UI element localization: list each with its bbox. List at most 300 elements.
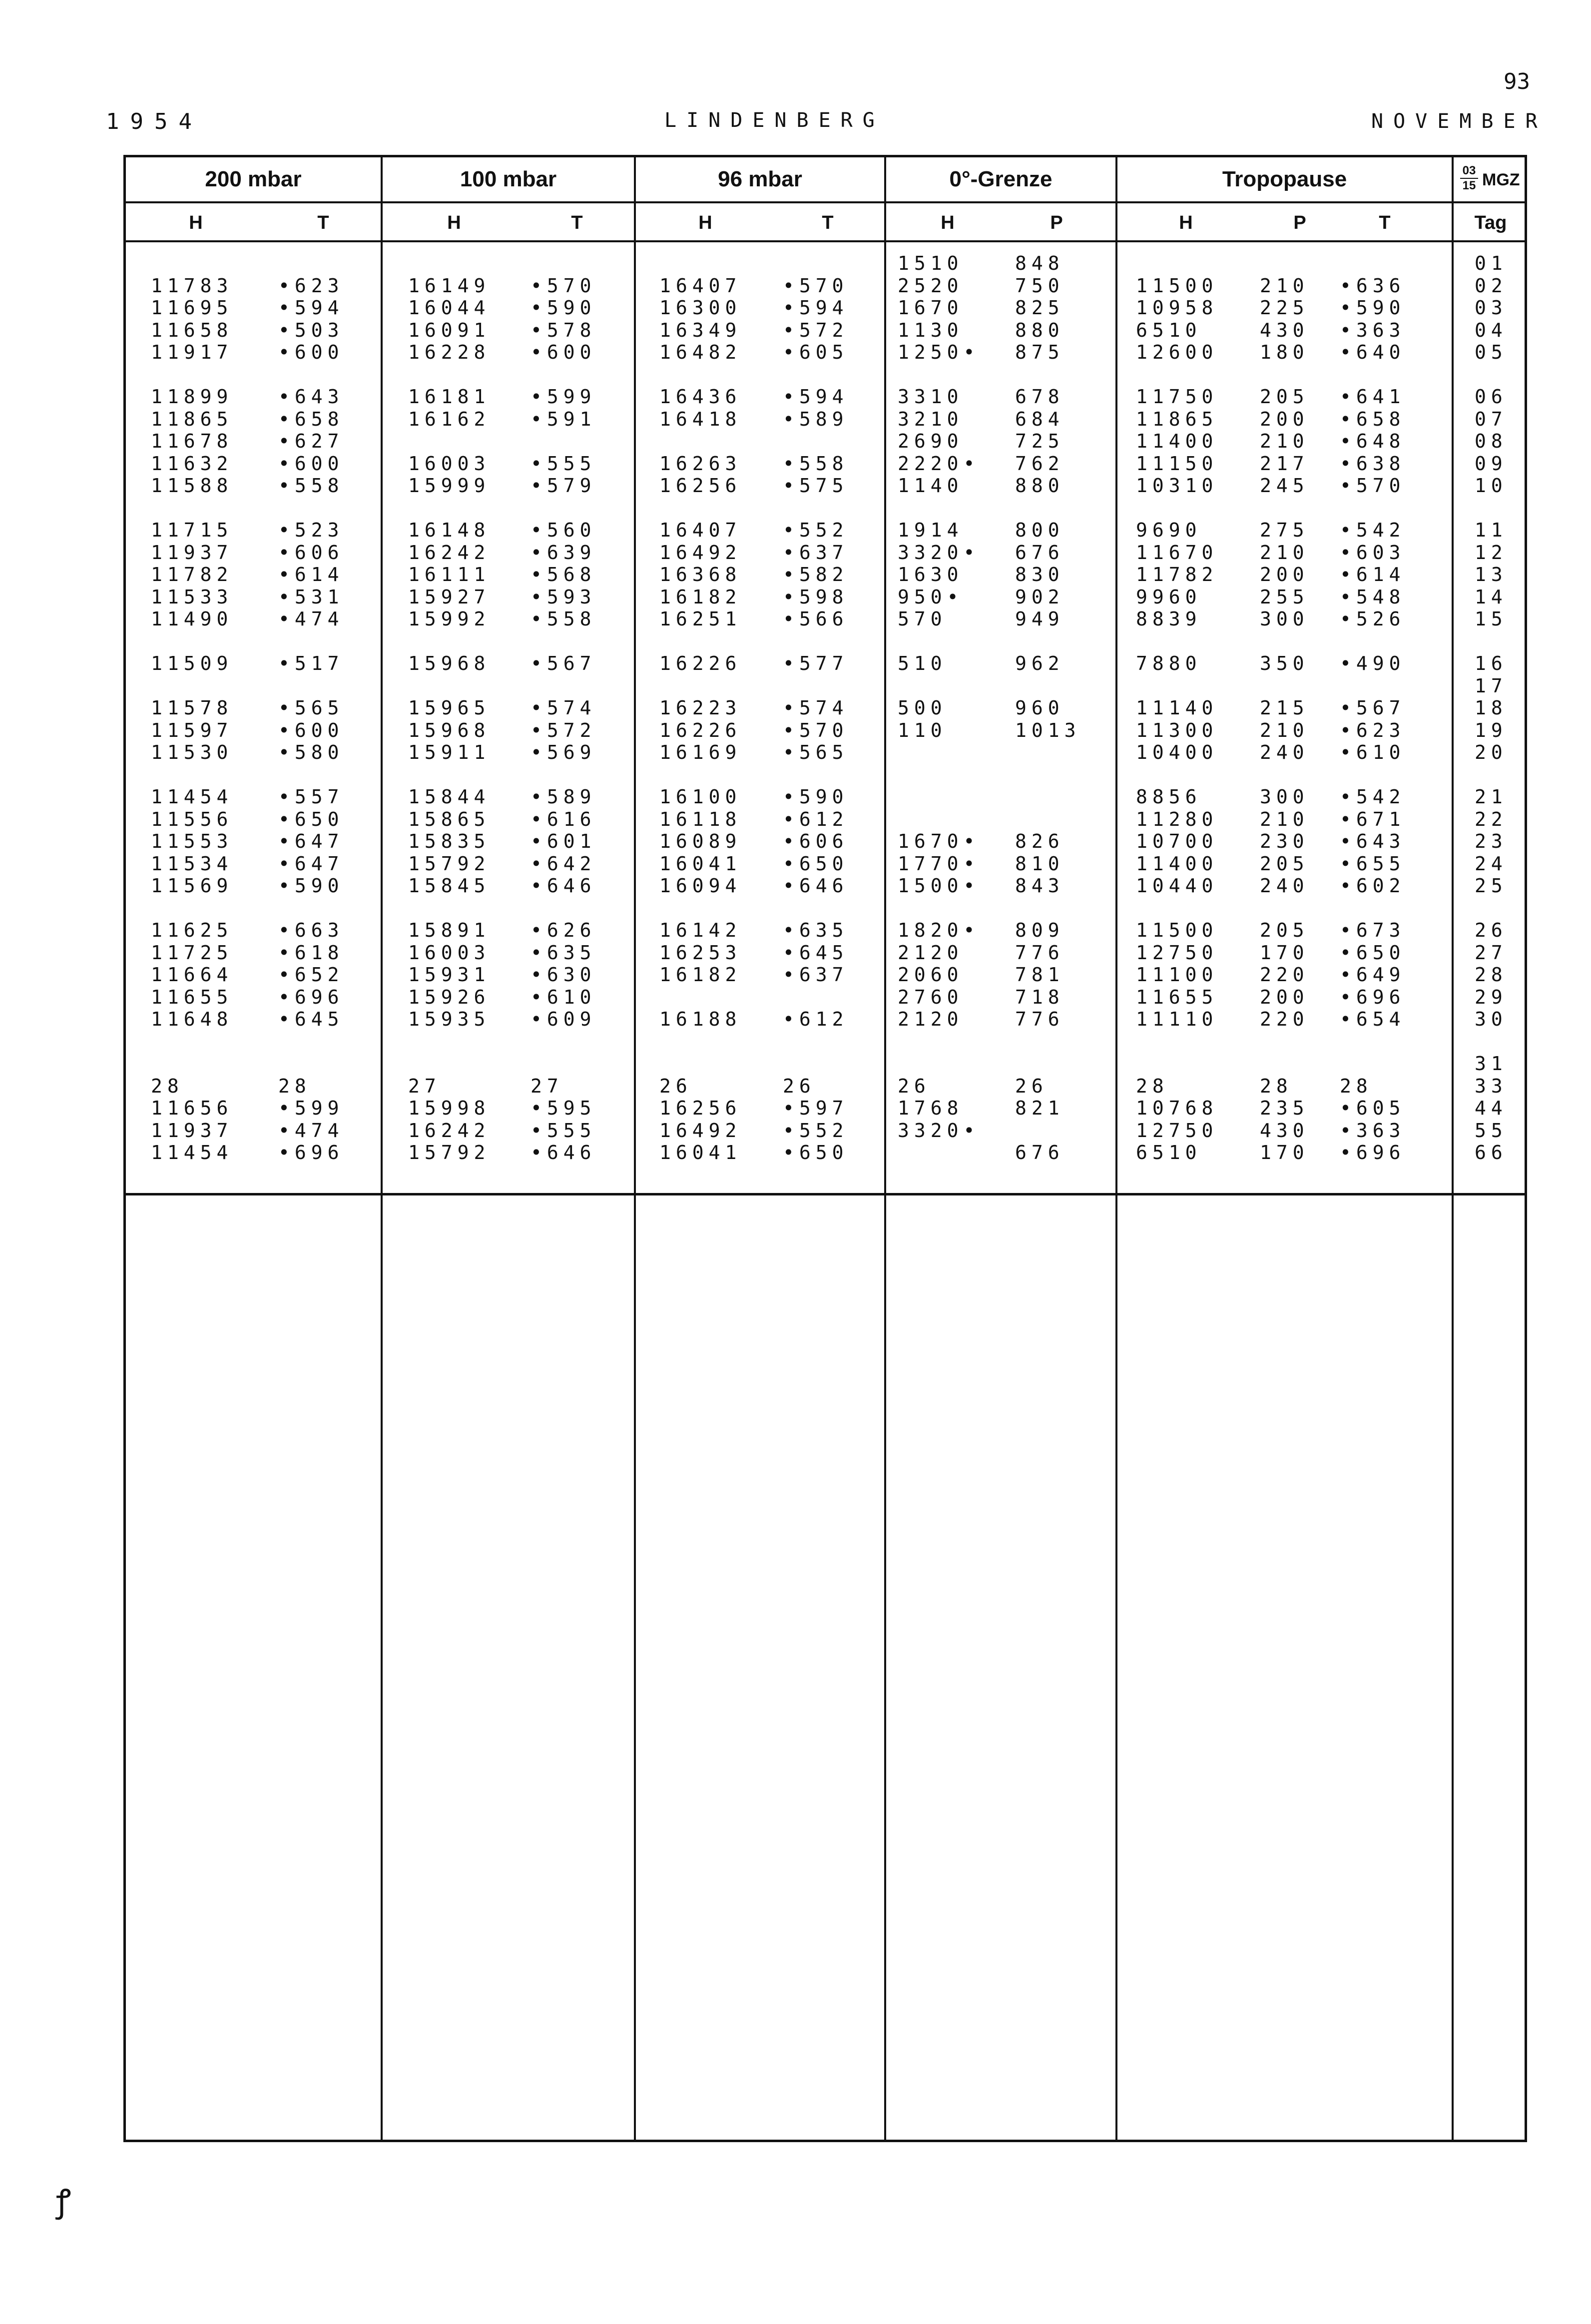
table-cell: 11655 xyxy=(1136,986,1218,1008)
group-header-tropopause: Tropopause xyxy=(1222,167,1347,191)
table-cell: 12 xyxy=(1475,541,1508,564)
table-cell: 3320• xyxy=(898,1119,980,1142)
table-cell: 1670 xyxy=(898,297,964,319)
table-cell: •645 xyxy=(783,941,849,964)
table-cell: •590 xyxy=(783,786,849,808)
table-cell: 11625 xyxy=(151,919,233,941)
table-cell: 200 xyxy=(1260,408,1309,430)
table-cell: 205 xyxy=(1260,919,1309,941)
table-cell: 11300 xyxy=(1136,719,1218,741)
table-cell: 11569 xyxy=(151,875,233,897)
table-cell: 28 xyxy=(1136,1075,1169,1097)
table-cell: 11632 xyxy=(151,452,233,475)
table-cell: 12750 xyxy=(1136,941,1218,964)
table-cell: •598 xyxy=(783,585,849,608)
table-cell: 6510 xyxy=(1136,319,1202,341)
table-cell: 33 xyxy=(1475,1075,1508,1097)
table-cell: 11553 xyxy=(151,830,233,852)
table-row xyxy=(126,519,1525,541)
subheader-h: H xyxy=(189,212,203,233)
group-header-200mbar: 200 mbar xyxy=(205,167,302,191)
table-cell: •600 xyxy=(278,719,344,741)
table-cell: •658 xyxy=(1340,408,1406,430)
table-cell: 15835 xyxy=(408,830,491,852)
table-cell: •639 xyxy=(530,541,596,564)
mgz-header xyxy=(1457,164,1525,199)
table-cell: 11110 xyxy=(1136,1008,1218,1030)
table-cell: •558 xyxy=(530,608,596,630)
table-cell: •503 xyxy=(278,319,344,341)
table-cell: 3210 xyxy=(898,408,964,430)
table-cell: 510 xyxy=(898,652,947,674)
table-cell: •650 xyxy=(783,852,849,875)
table-cell: 15935 xyxy=(408,1008,491,1030)
table-cell: •595 xyxy=(530,1097,596,1119)
table-cell: •597 xyxy=(783,1097,849,1119)
table-cell: 07 xyxy=(1475,408,1508,430)
table-cell: 31 xyxy=(1475,1053,1508,1075)
table-cell: •643 xyxy=(1340,830,1406,852)
table-cell: •663 xyxy=(278,919,344,941)
table-cell: 11648 xyxy=(151,1008,233,1030)
table-cell: 14 xyxy=(1475,585,1508,608)
table-cell: •578 xyxy=(530,319,596,341)
table-cell: 1670• xyxy=(898,830,980,852)
table-cell: 15792 xyxy=(408,852,491,875)
table-cell: 28 xyxy=(278,1075,311,1097)
table-row xyxy=(126,897,1525,919)
table-cell: •636 xyxy=(1340,274,1406,297)
table-row xyxy=(126,275,1525,297)
section-divider xyxy=(126,1193,1525,1195)
table-cell: 962 xyxy=(1015,652,1064,674)
table-cell: •601 xyxy=(530,830,596,852)
table-cell: 225 xyxy=(1260,297,1309,319)
table-cell: 27 xyxy=(530,1075,563,1097)
table-cell: 10400 xyxy=(1136,741,1218,763)
table-cell: •635 xyxy=(783,919,849,941)
table-cell: 16251 xyxy=(659,608,742,630)
table-cell: 15891 xyxy=(408,919,491,941)
table-cell: •696 xyxy=(278,986,344,1008)
table-cell: •642 xyxy=(530,852,596,875)
table-cell: 16142 xyxy=(659,919,742,941)
table-cell: 15998 xyxy=(408,1097,491,1119)
table-cell: 16242 xyxy=(408,541,491,564)
table-cell: 15792 xyxy=(408,1142,491,1163)
table-cell: 23 xyxy=(1475,830,1508,852)
table-cell: 762 xyxy=(1015,452,1064,475)
table-row xyxy=(126,786,1525,808)
table-cell: 01 xyxy=(1475,252,1508,274)
table-cell: 950• xyxy=(898,585,964,608)
table-cell: •610 xyxy=(530,986,596,1008)
mgz-bottom: 15 xyxy=(1462,179,1476,192)
table-cell: •654 xyxy=(1340,1008,1406,1030)
data-table xyxy=(123,155,1527,2142)
table-cell: 1500• xyxy=(898,875,980,897)
table-cell: 11655 xyxy=(151,986,233,1008)
table-cell: 16436 xyxy=(659,386,742,408)
table-row xyxy=(126,1120,1525,1142)
table-row xyxy=(126,475,1525,497)
month-label: NOVEMBER xyxy=(1371,110,1548,133)
table-cell: 11783 xyxy=(151,274,233,297)
table-cell: 10440 xyxy=(1136,875,1218,897)
table-row xyxy=(126,430,1525,452)
table-cell: 676 xyxy=(1015,1142,1064,1163)
table-row xyxy=(126,608,1525,630)
group-header-96mbar: 96 mbar xyxy=(718,167,802,191)
mgz-top: 03 xyxy=(1462,164,1476,177)
table-row xyxy=(126,697,1525,719)
table-cell: 11509 xyxy=(151,652,233,674)
table-cell: •572 xyxy=(783,319,849,341)
table-cell: •526 xyxy=(1340,608,1406,630)
table-cell: •652 xyxy=(278,964,344,986)
table-cell: •590 xyxy=(530,297,596,319)
table-row xyxy=(126,1053,1525,1075)
table-cell: 11865 xyxy=(1136,408,1218,430)
table-cell: •594 xyxy=(278,297,344,319)
subheader-t: T xyxy=(1379,212,1391,233)
table-cell: 11937 xyxy=(151,1119,233,1142)
table-cell: •671 xyxy=(1340,808,1406,830)
table-cell: 16263 xyxy=(659,452,742,475)
subheader-t: T xyxy=(317,212,329,233)
table-cell: •646 xyxy=(783,875,849,897)
table-cell: 11658 xyxy=(151,319,233,341)
table-row xyxy=(126,964,1525,986)
table-cell: 170 xyxy=(1260,1142,1309,1163)
table-cell: 830 xyxy=(1015,564,1064,585)
table-cell: 880 xyxy=(1015,319,1064,341)
table-cell: 110 xyxy=(898,719,947,741)
table-cell: •647 xyxy=(278,830,344,852)
table-cell: 809 xyxy=(1015,919,1064,941)
table-cell: •574 xyxy=(530,697,596,719)
table-cell: 902 xyxy=(1015,585,1064,608)
table-row xyxy=(126,764,1525,786)
table-cell: •517 xyxy=(278,652,344,674)
table-cell: •626 xyxy=(530,919,596,941)
table-cell: 9690 xyxy=(1136,519,1202,541)
table-row xyxy=(126,408,1525,430)
table-cell: •600 xyxy=(530,341,596,363)
station-name: LINDENBERG xyxy=(664,109,885,132)
table-cell: 10700 xyxy=(1136,830,1218,852)
table-cell: 210 xyxy=(1260,719,1309,741)
table-row xyxy=(126,630,1525,652)
table-cell: •599 xyxy=(278,1097,344,1119)
table-cell: 26 xyxy=(898,1075,931,1097)
table-cell: 16407 xyxy=(659,274,742,297)
table-cell: 10310 xyxy=(1136,475,1218,497)
table-cell: •696 xyxy=(278,1142,344,1163)
table-cell: •590 xyxy=(278,875,344,897)
table-cell: •673 xyxy=(1340,919,1406,941)
table-row xyxy=(126,1008,1525,1030)
table-cell: 2760 xyxy=(898,986,964,1008)
table-cell: •658 xyxy=(278,408,344,430)
table-cell: 15999 xyxy=(408,475,491,497)
table-row xyxy=(126,986,1525,1008)
table-row xyxy=(126,741,1525,763)
table-row xyxy=(126,1031,1525,1053)
table-cell: 12750 xyxy=(1136,1119,1218,1142)
table-cell: •565 xyxy=(783,741,849,763)
table-cell: •558 xyxy=(783,452,849,475)
table-cell: 275 xyxy=(1260,519,1309,541)
table-cell: 16003 xyxy=(408,452,491,475)
table-cell: •650 xyxy=(1340,941,1406,964)
initials-mark: ꝭ xyxy=(56,2183,71,2220)
table-cell: 11678 xyxy=(151,430,233,452)
table-cell: 04 xyxy=(1475,319,1508,341)
table-cell: 26 xyxy=(659,1075,692,1097)
table-cell: •548 xyxy=(1340,585,1406,608)
table-cell: •614 xyxy=(278,564,344,585)
table-cell: 16003 xyxy=(408,941,491,964)
table-cell: 1820• xyxy=(898,919,980,941)
table-cell: 2220• xyxy=(898,452,980,475)
table-row xyxy=(126,453,1525,475)
table-cell: 810 xyxy=(1015,852,1064,875)
table-row xyxy=(126,586,1525,608)
table-cell: •555 xyxy=(530,1119,596,1142)
table-cell: 03 xyxy=(1475,297,1508,319)
table-cell: 210 xyxy=(1260,541,1309,564)
table-cell: •605 xyxy=(783,341,849,363)
table-cell: 16226 xyxy=(659,719,742,741)
table-cell: 11454 xyxy=(151,786,233,808)
table-row xyxy=(126,386,1525,408)
table-cell: 500 xyxy=(898,697,947,719)
table-cell: 16188 xyxy=(659,1008,742,1030)
table-cell: 30 xyxy=(1475,1008,1508,1030)
table-cell: •650 xyxy=(278,808,344,830)
table-cell: •648 xyxy=(1340,430,1406,452)
table-cell: •655 xyxy=(1340,852,1406,875)
table-cell: 16182 xyxy=(659,964,742,986)
table-cell: 29 xyxy=(1475,986,1508,1008)
table-cell: 11725 xyxy=(151,941,233,964)
header-divider xyxy=(126,240,1525,242)
table-cell: 11534 xyxy=(151,852,233,875)
table-cell: 11782 xyxy=(151,564,233,585)
table-cell: 27 xyxy=(1475,941,1508,964)
table-cell: •575 xyxy=(783,475,849,497)
table-cell: 960 xyxy=(1015,697,1064,719)
table-cell: 55 xyxy=(1475,1119,1508,1142)
table-cell: 26 xyxy=(783,1075,816,1097)
table-cell: 26 xyxy=(1475,919,1508,941)
table-cell: 220 xyxy=(1260,964,1309,986)
subheader-h: H xyxy=(941,212,955,233)
table-cell: 676 xyxy=(1015,541,1064,564)
table-cell: •474 xyxy=(278,608,344,630)
table-cell: 27 xyxy=(408,1075,441,1097)
table-cell: •572 xyxy=(530,719,596,741)
table-cell: 180 xyxy=(1260,341,1309,363)
table-cell: •557 xyxy=(278,786,344,808)
table-cell: •618 xyxy=(278,941,344,964)
table-cell: 843 xyxy=(1015,875,1064,897)
table-cell: 05 xyxy=(1475,341,1508,363)
table-cell: 10958 xyxy=(1136,297,1218,319)
table-cell: •650 xyxy=(783,1142,849,1163)
table-row xyxy=(126,875,1525,897)
table-cell: •594 xyxy=(783,297,849,319)
mgz-label: MGZ xyxy=(1482,170,1520,189)
table-cell: 750 xyxy=(1015,274,1064,297)
group-header-zero-degree-line: 0°-Grenze xyxy=(949,167,1053,191)
table-cell: 16162 xyxy=(408,408,491,430)
table-cell: •599 xyxy=(530,386,596,408)
table-cell: 15926 xyxy=(408,986,491,1008)
table-cell: 11530 xyxy=(151,741,233,763)
table-cell: 11917 xyxy=(151,341,233,363)
table-row xyxy=(126,808,1525,830)
table-cell: 1768 xyxy=(898,1097,964,1119)
table-cell: 15845 xyxy=(408,875,491,897)
table-cell: •645 xyxy=(278,1008,344,1030)
table-row xyxy=(126,853,1525,875)
table-cell: 16118 xyxy=(659,808,742,830)
table-cell: 24 xyxy=(1475,852,1508,875)
table-cell: 08 xyxy=(1475,430,1508,452)
table-cell: •565 xyxy=(278,697,344,719)
table-cell: •646 xyxy=(530,1142,596,1163)
table-cell: •606 xyxy=(783,830,849,852)
table-cell: 11454 xyxy=(151,1142,233,1163)
subheader-h: H xyxy=(447,212,461,233)
table-cell: 16253 xyxy=(659,941,742,964)
table-cell: •570 xyxy=(783,274,849,297)
table-cell: •646 xyxy=(530,875,596,897)
table-cell: 11140 xyxy=(1136,697,1218,719)
table-cell: 800 xyxy=(1015,519,1064,541)
table-row xyxy=(126,319,1525,341)
table-cell: 26 xyxy=(1015,1075,1048,1097)
table-cell: •582 xyxy=(783,564,849,585)
table-row xyxy=(126,919,1525,941)
table-cell: 11150 xyxy=(1136,452,1218,475)
table-cell: 16089 xyxy=(659,830,742,852)
table-cell: •558 xyxy=(278,475,344,497)
table-row xyxy=(126,341,1525,363)
table-cell: 15992 xyxy=(408,608,491,630)
table-cell: 1914 xyxy=(898,519,964,541)
table-cell: 15 xyxy=(1475,608,1508,630)
table-cell: 255 xyxy=(1260,585,1309,608)
table-cell: •560 xyxy=(530,519,596,541)
table-cell: 16094 xyxy=(659,875,742,897)
table-cell: •590 xyxy=(1340,297,1406,319)
table-cell: •580 xyxy=(278,741,344,763)
table-cell: 16149 xyxy=(408,274,491,297)
table-cell: 235 xyxy=(1260,1097,1309,1119)
table-cell: •570 xyxy=(530,274,596,297)
table-cell: •623 xyxy=(278,274,344,297)
table-cell: •600 xyxy=(278,452,344,475)
table-cell: •647 xyxy=(278,852,344,875)
table-cell: •637 xyxy=(783,964,849,986)
table-cell: •579 xyxy=(530,475,596,497)
table-cell: 3310 xyxy=(898,386,964,408)
year-label: 1954 xyxy=(106,109,203,134)
table-cell: 02 xyxy=(1475,274,1508,297)
table-cell: •602 xyxy=(1340,875,1406,897)
table-cell: 430 xyxy=(1260,319,1309,341)
table-cell: 11500 xyxy=(1136,919,1218,941)
page-number: 93 xyxy=(1504,69,1530,94)
table-cell: •623 xyxy=(1340,719,1406,741)
table-cell: 205 xyxy=(1260,386,1309,408)
table-cell: 725 xyxy=(1015,430,1064,452)
table-cell: 210 xyxy=(1260,430,1309,452)
table-cell: •696 xyxy=(1340,986,1406,1008)
table-row xyxy=(126,564,1525,585)
subheader-tag: Tag xyxy=(1474,212,1507,233)
table-cell: •612 xyxy=(783,808,849,830)
table-cell: 16256 xyxy=(659,475,742,497)
table-cell: 230 xyxy=(1260,830,1309,852)
table-cell: •606 xyxy=(278,541,344,564)
table-cell: •568 xyxy=(530,564,596,585)
table-cell: •591 xyxy=(530,408,596,430)
table-cell: 09 xyxy=(1475,452,1508,475)
table-cell: •552 xyxy=(783,519,849,541)
table-cell: •567 xyxy=(530,652,596,674)
table-cell: •635 xyxy=(530,941,596,964)
table-cell: 350 xyxy=(1260,652,1309,674)
table-cell: 16418 xyxy=(659,408,742,430)
header-divider xyxy=(126,201,1525,203)
table-cell: 16482 xyxy=(659,341,742,363)
table-cell: •574 xyxy=(783,697,849,719)
subheader-h: H xyxy=(1179,212,1193,233)
table-cell: 11588 xyxy=(151,475,233,497)
table-cell: •637 xyxy=(783,541,849,564)
table-cell: 44 xyxy=(1475,1097,1508,1119)
table-cell: 210 xyxy=(1260,808,1309,830)
table-cell: 875 xyxy=(1015,341,1064,363)
table-cell: 16228 xyxy=(408,341,491,363)
table-cell: 11750 xyxy=(1136,386,1218,408)
table-cell: 7880 xyxy=(1136,652,1202,674)
table-cell: 16111 xyxy=(408,564,491,585)
table-cell: •600 xyxy=(278,341,344,363)
table-cell: 9960 xyxy=(1136,585,1202,608)
table-row xyxy=(126,297,1525,319)
table-cell: •612 xyxy=(783,1008,849,1030)
subheader-t: T xyxy=(822,212,834,233)
table-cell: 16100 xyxy=(659,786,742,808)
table-cell: 28 xyxy=(1340,1075,1373,1097)
table-cell: 16041 xyxy=(659,852,742,875)
table-cell: 28 xyxy=(1475,964,1508,986)
table-cell: 825 xyxy=(1015,297,1064,319)
table-cell: •566 xyxy=(783,608,849,630)
table-cell: 570 xyxy=(898,608,947,630)
table-cell: •363 xyxy=(1340,319,1406,341)
table-row xyxy=(126,719,1525,741)
table-cell: 17 xyxy=(1475,674,1508,697)
table-cell: 11937 xyxy=(151,541,233,564)
table-cell: 16044 xyxy=(408,297,491,319)
table-cell: 15965 xyxy=(408,697,491,719)
